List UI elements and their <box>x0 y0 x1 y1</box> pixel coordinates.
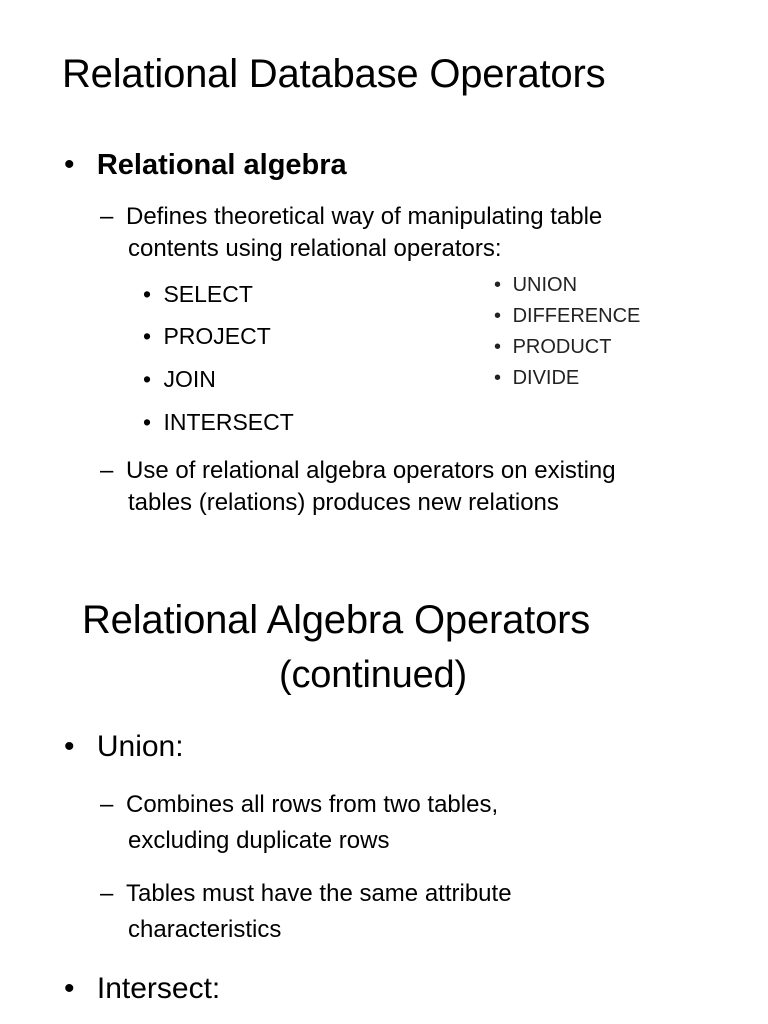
dash-icon: – <box>100 880 114 907</box>
right-op-item <box>494 367 579 390</box>
right-op-label: UNION <box>512 274 578 296</box>
slide2-sub2-line2: characteristics <box>128 916 282 943</box>
slide2-sub2-line1: Tables must have the same attribute <box>126 880 512 907</box>
slide1-sub2 <box>100 454 616 488</box>
dash-icon: – <box>100 457 114 484</box>
right-op-item <box>494 305 640 328</box>
bullet-icon: • <box>143 281 152 307</box>
bullet-icon: • <box>64 148 75 181</box>
slide2-bullet-intersect <box>64 972 220 1006</box>
slide1-sub1-line2: contents using relational operators: <box>128 235 502 262</box>
right-op-label: PRODUCT <box>512 336 612 358</box>
slide2-bullet2-label: Intersect: <box>96 972 221 1005</box>
slide2-sub1-line1: Combines all rows from two tables, <box>126 791 499 818</box>
dash-icon: – <box>100 791 114 818</box>
bullet-icon: • <box>494 305 502 327</box>
slide1-bullet-relational-algebra <box>64 148 347 182</box>
slide1-sub2-line2: tables (relations) produces new relations <box>128 489 559 516</box>
bullet-icon: • <box>64 972 75 1005</box>
bullet-icon: • <box>64 730 75 763</box>
slide2-sub2 <box>100 877 512 911</box>
bullet-icon: • <box>494 336 502 358</box>
right-op-label: DIFFERENCE <box>512 305 641 327</box>
left-op-label: SELECT <box>163 281 253 307</box>
dash-icon: – <box>100 203 114 230</box>
left-op-label: JOIN <box>163 366 216 392</box>
left-op-item <box>143 323 271 350</box>
bullet-icon: • <box>494 367 502 389</box>
slide2-bullet-union <box>64 730 184 764</box>
slide1-sub1 <box>100 200 602 234</box>
bullet-icon: • <box>143 409 152 435</box>
left-op-item <box>143 281 253 308</box>
slide2-title-continued: (continued) <box>279 654 467 696</box>
slide2-sub1 <box>100 788 498 822</box>
left-op-item <box>143 409 294 436</box>
slide2-sub1-line2: excluding duplicate rows <box>128 827 390 854</box>
left-op-label: PROJECT <box>163 323 271 349</box>
right-op-label: DIVIDE <box>512 367 580 389</box>
bullet-icon: • <box>143 366 152 392</box>
slide2-title: Relational Algebra Operators <box>82 598 591 642</box>
slide1-title: Relational Database Operators <box>62 52 606 96</box>
bullet-icon: • <box>494 274 502 296</box>
left-op-item <box>143 366 216 393</box>
bullet-icon: • <box>143 323 152 349</box>
slide1-sub1-line1: Defines theoretical way of manipulating table <box>126 203 603 230</box>
right-op-item <box>494 336 611 359</box>
slide1-bullet-heading: Relational algebra <box>96 149 347 181</box>
left-op-label: INTERSECT <box>163 409 294 435</box>
right-op-item <box>494 274 577 297</box>
slide2-bullet1-label: Union: <box>96 730 184 763</box>
slide1-sub2-line1: Use of relational algebra operators on existing <box>126 457 616 484</box>
